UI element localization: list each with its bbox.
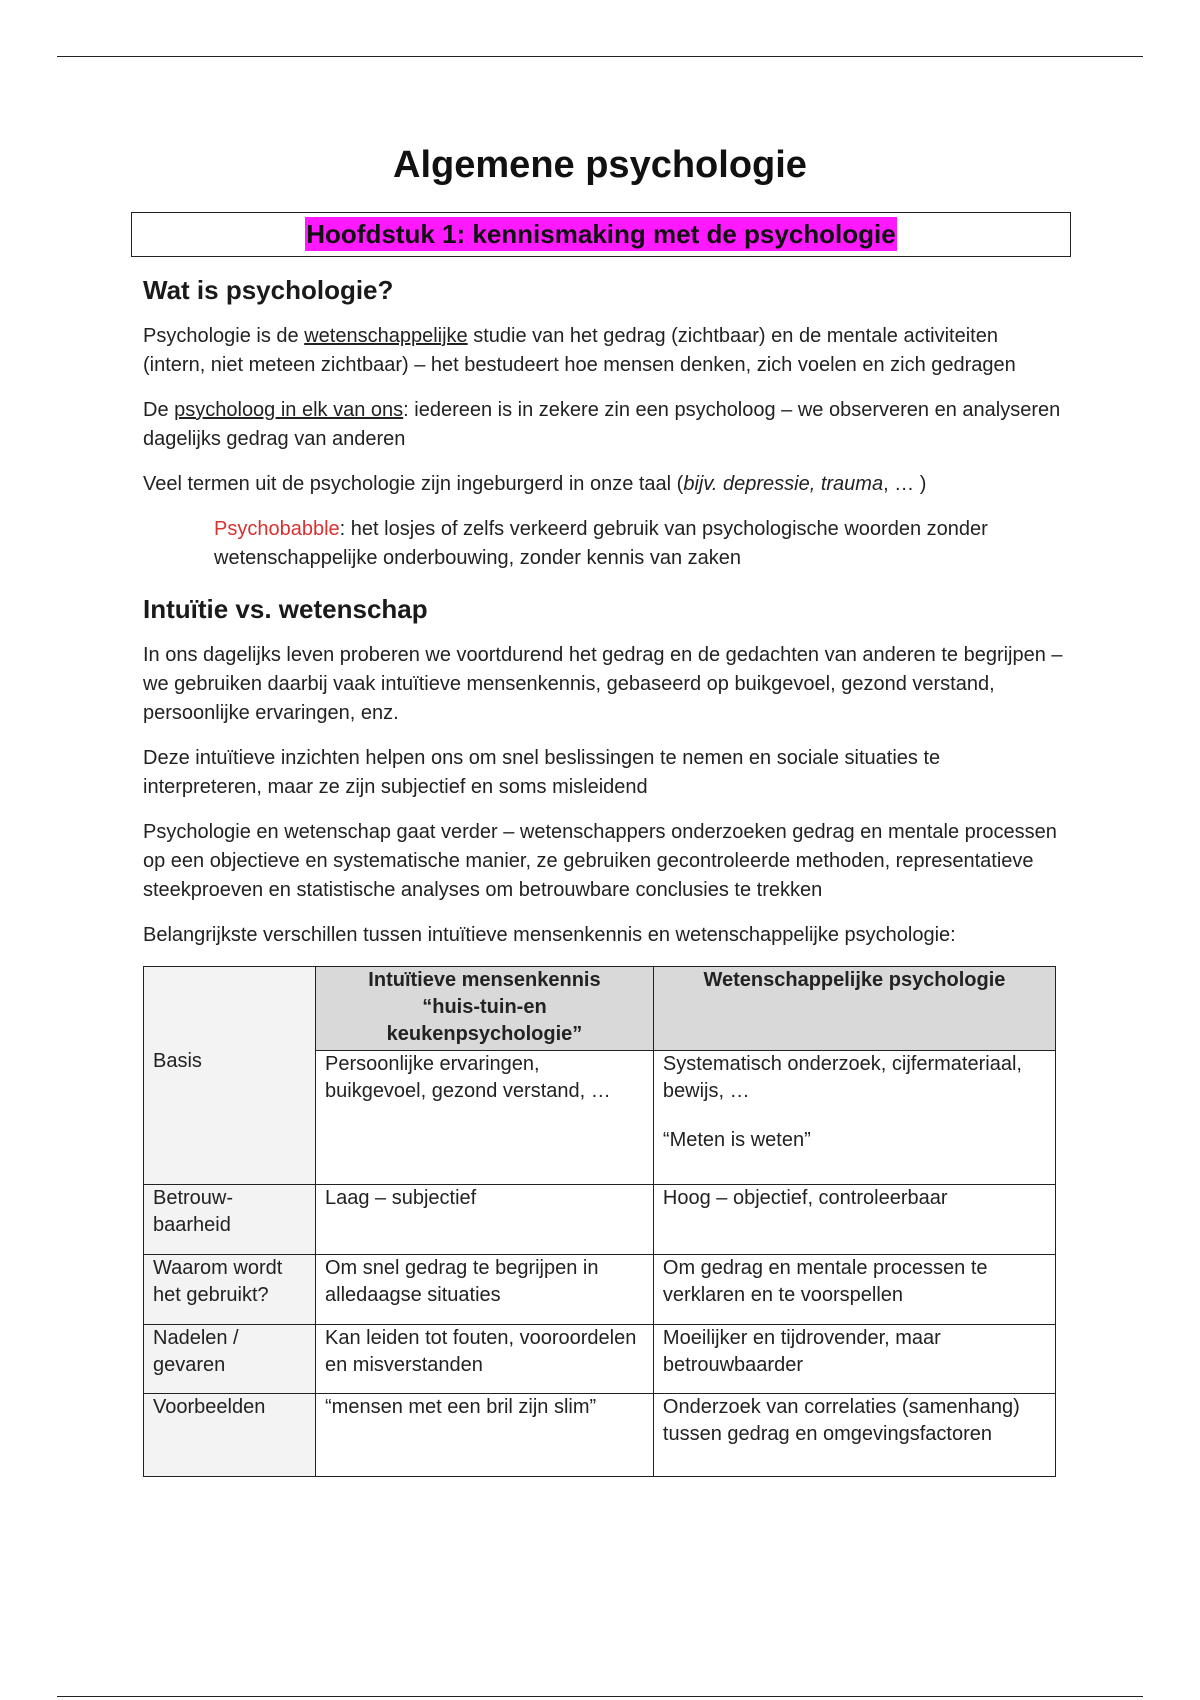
- underlined-term: psycholoog in elk van ons: [174, 399, 404, 421]
- psychobabble-definition: Psychobabble: het losjes of zelfs verkeerd gebruik van psychologische woorden zonder wetenschappelijke onderbouwing, zonder kennis van zaken: [214, 518, 988, 569]
- table-cell: Systematisch onderzoek, cijfermateriaal, bewijs, … “Meten is weten”: [653, 1051, 1055, 1185]
- table-cell: Kan leiden tot fouten, vooroordelen en misverstanden: [316, 1325, 654, 1394]
- chapter-title: Hoofdstuk 1: kennismaking met de psychologie: [306, 219, 896, 249]
- table-cell: Onderzoek van correlaties (samenhang) tussen gedrag en omgevingsfactoren: [653, 1394, 1055, 1477]
- paragraph-psychologist-in-all: De psycholoog in elk van ons: iedereen is in zekere zin een psycholoog – we observeren en analyseren dagelijks gedrag van anderen: [143, 399, 1061, 450]
- table-cell: Om snel gedrag te begrijpen in alledaagse situaties: [316, 1255, 654, 1325]
- table-row: [144, 1255, 1056, 1325]
- table-cell: “mensen met een bril zijn slim”: [316, 1394, 654, 1477]
- paragraph-intuitive-insights: Deze intuïtieve inzichten helpen ons om snel beslissingen te nemen en sociale situaties te interpreteren, maar ze zijn subjectief en soms misleidend: [143, 747, 941, 798]
- row-label: Betrouw-baarheid: [144, 1185, 316, 1255]
- paragraph-daily-life: In ons dagelijks leven proberen we voortdurend het gedrag en de gedachten van anderen te begrijpen – we gebruiken daarbij vaak intuïtieve mensenkennis, gebaseerd op buikgevoel, gezond verstand, persoonlijke ervaringen, enz.: [143, 644, 1063, 724]
- paragraph-science: Psychologie en wetenschap gaat verder – wetenschappers onderzoeken gedrag en mentale processen op een objectieve en systematische manier, ze gebruiken gecontroleerde methoden, representatieve steekproeven en statistische analyses om betrouwbare conclusies te trekken: [143, 821, 1057, 901]
- table-cell: Moeilijker en tijdrovender, maar betrouwbaarder: [653, 1325, 1055, 1394]
- comparison-table: [143, 966, 1056, 1477]
- column-header-scientific: Wetenschappelijke psychologie: [653, 967, 1055, 1051]
- section-heading-what-is-psychology: Wat is psychologie?: [143, 275, 394, 305]
- table-cell: Laag – subjectief: [316, 1185, 654, 1255]
- paragraph-table-intro: Belangrijkste verschillen tussen intuïtieve mensenkennis en wetenschappelijke psychologie:: [143, 924, 956, 946]
- column-header-intuitive: Intuïtieve mensenkennis “huis-tuin-en keukenpsychologie”: [316, 967, 654, 1051]
- row-label: Nadelen / gevaren: [144, 1325, 316, 1394]
- bottom-rule: [57, 1696, 1143, 1697]
- underlined-term: wetenschappelijke: [304, 325, 468, 347]
- table-cell: Hoog – objectief, controleerbaar: [653, 1185, 1055, 1255]
- paragraph-terms: Veel termen uit de psychologie zijn ingeburgerd in onze taal (bijv. depressie, trauma, … ): [143, 473, 927, 495]
- psychobabble-term: Psychobabble: [214, 518, 340, 540]
- document-body: [143, 272, 1063, 1477]
- chapter-banner: [131, 212, 1071, 257]
- row-label: Waarom wordt het gebruikt?: [144, 1255, 316, 1325]
- row-label: Basis: [153, 1050, 202, 1072]
- row-label-cell: [144, 967, 316, 1185]
- table-row: [144, 1394, 1056, 1477]
- row-label: Voorbeelden: [144, 1394, 316, 1477]
- top-rule: [57, 56, 1143, 57]
- table-cell: Persoonlijke ervaringen, buikgevoel, gezond verstand, …: [316, 1051, 654, 1185]
- table-header-row: [144, 967, 1056, 1051]
- page-title: Algemene psychologie: [393, 144, 807, 186]
- section-heading-intuition-vs-science: Intuïtie vs. wetenschap: [143, 594, 428, 624]
- table-cell: Om gedrag en mentale processen te verklaren en te voorspellen: [653, 1255, 1055, 1325]
- paragraph-definition: Psychologie is de wetenschappelijke studie van het gedrag (zichtbaar) en de mentale activiteiten (intern, niet meteen zichtbaar) – het bestudeert hoe mensen denken, zich voelen en zich gedragen: [143, 325, 1016, 376]
- table-row: [144, 1185, 1056, 1255]
- table-row: [144, 1325, 1056, 1394]
- examples-italic: bijv. depressie, trauma: [683, 473, 884, 495]
